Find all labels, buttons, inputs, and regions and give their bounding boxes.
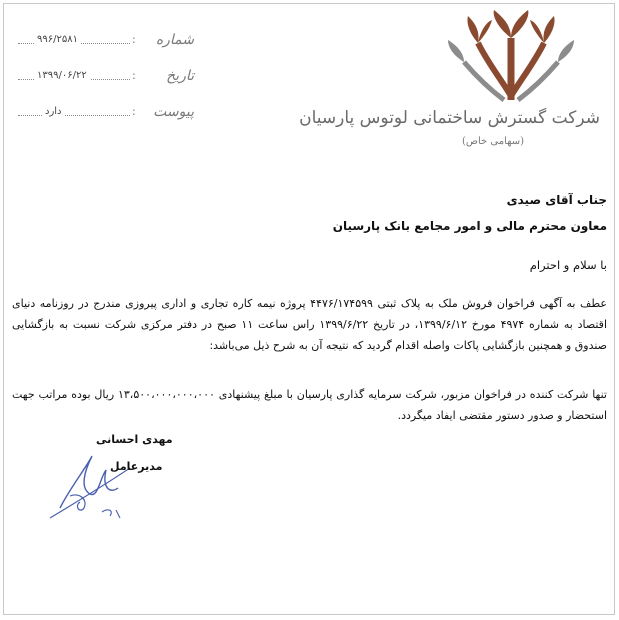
recipient-name: جناب آقای صیدی — [506, 193, 607, 207]
greeting: با سلام و احترام — [529, 258, 607, 272]
recipient-title: معاون محترم مالی و امور مجامع بانک پارسیان — [332, 219, 607, 233]
number-label: شماره — [155, 32, 194, 48]
lotus-logo-icon — [408, 8, 608, 108]
date-value: ۱۳۹۹/۰۶/۲۲ — [34, 70, 90, 81]
date-row: ۱۳۹۹/۰۶/۲۲ : تاریخ — [14, 68, 194, 88]
body-paragraph-2: تنها شرکت کننده در فراخوان مزبور، شرکت سرمایه گذاری پارسیان با مبلغ پیشنهادی ۱۳،۵۰۰،۰۰۰،۰۰۰،۰۰۰ ریال بوده مراتب جهت استحضار و صدور دستور مقتضی ایفاد میگردد. — [12, 388, 607, 422]
company-name: شرکت گسترش ساختمانی لوتوس پارسیان — [299, 108, 600, 128]
attachment-value: دارد — [42, 106, 65, 117]
attachment-label: پیوست — [153, 104, 194, 120]
signer-title: مدیرعامل — [110, 460, 163, 473]
number-row: ۹۹۶/۲۵۸۱ : شماره — [14, 32, 194, 52]
signer-name: مهدی احسانی — [96, 433, 173, 446]
number-value: ۹۹۶/۲۵۸۱ — [34, 34, 81, 45]
attachment-row: دارد : پیوست — [14, 104, 194, 124]
attachment-dots — [18, 115, 130, 116]
body-paragraph-1: عطف به آگهی فراخوان فروش ملک به پلاک ثبتی ۴۴۷۶/۱۷۴۵۹۹ پروژه نیمه کاره تجاری و اداری پیروزی مندرج در روزنامه دنیای اقتصاد به شماره ۴۹۷۴ مورخ ۱۳۹۹/۶/۱۲، در تاریخ ۱۳۹۹/۶/۲۲ راس ساعت ۱۱ صبح در دفتر مرکزی شرکت نسبت به بازگشایی صندوق و همچنین بازگشایی پاکات واصله اقدام گردید که نتیجه آن به شرح ذیل می‌باشد: — [12, 297, 607, 352]
date-label: تاریخ — [166, 68, 194, 84]
company-type: (سهامی خاص) — [461, 136, 524, 147]
company-logo — [299, 8, 608, 158]
